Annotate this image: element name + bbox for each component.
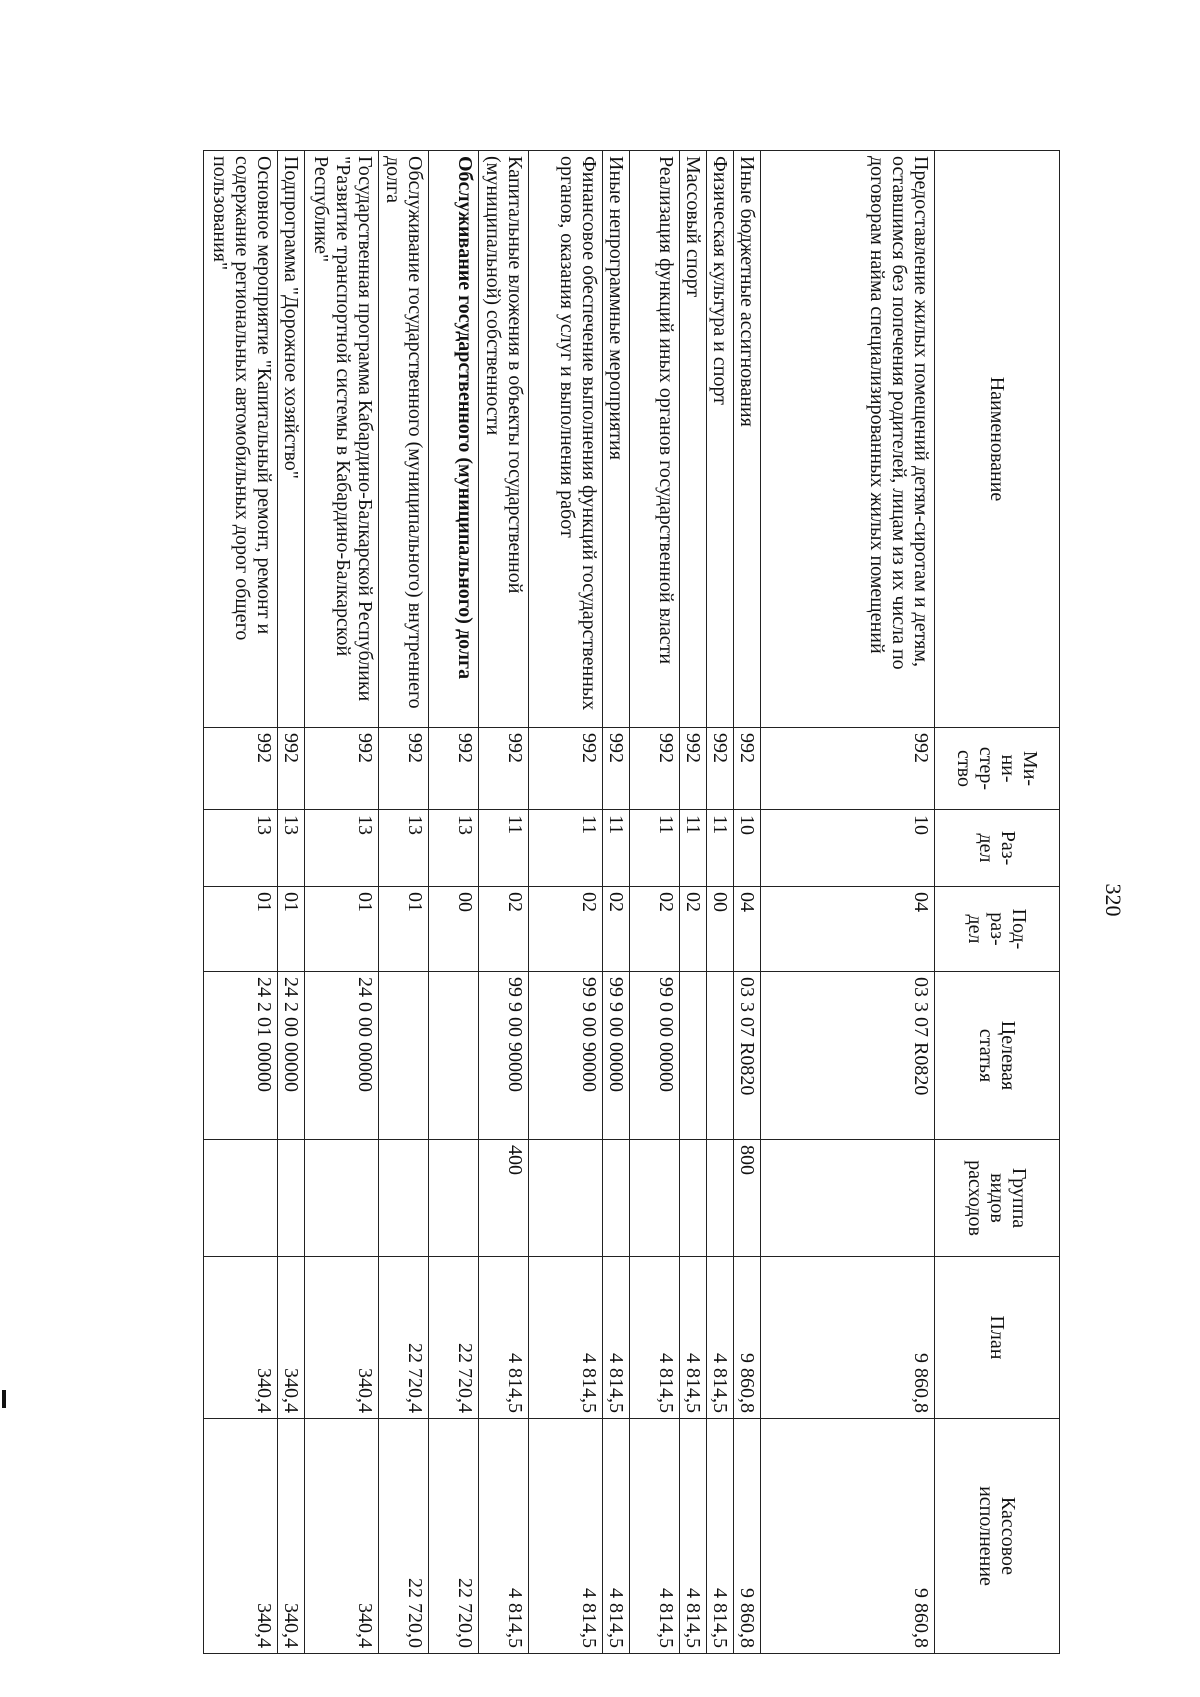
cell-name: Капитальные вложения в объекты государственной (муниципальной) собственности xyxy=(479,151,529,728)
header-exec: Кассовое исполнение xyxy=(935,1419,1060,1654)
budget-table xyxy=(203,150,1060,1654)
table-body xyxy=(204,151,935,1654)
cell-target: 03 3 07 R0820 xyxy=(761,972,935,1140)
cell-subsection: 04 xyxy=(761,887,935,972)
cell-target: 24 0 00 00000 xyxy=(305,972,379,1140)
cell-target: 99 9 00 90000 xyxy=(479,972,529,1140)
cell-section: 11 xyxy=(707,810,734,887)
cell-subsection: 01 xyxy=(305,887,379,972)
cell-exec: 340,4 xyxy=(204,1419,278,1654)
rotated-page-content xyxy=(140,150,1060,1653)
cell-ministry: 992 xyxy=(734,728,761,810)
cell-group xyxy=(305,1140,379,1257)
cell-name: Иные непрограммные мероприятия xyxy=(603,151,630,728)
cell-section: 11 xyxy=(529,810,603,887)
cell-target: 03 3 07 R0820 xyxy=(734,972,761,1140)
cell-subsection: 02 xyxy=(630,887,680,972)
cell-target xyxy=(379,972,429,1140)
cell-group: 400 xyxy=(479,1140,529,1257)
table-row xyxy=(379,151,429,1654)
cell-section: 13 xyxy=(379,810,429,887)
cell-subsection: 00 xyxy=(707,887,734,972)
table-header-row xyxy=(935,151,1060,1654)
cell-group xyxy=(204,1140,278,1257)
cell-target xyxy=(707,972,734,1140)
cell-exec: 4 814,5 xyxy=(630,1419,680,1654)
margin-mark xyxy=(2,1390,6,1408)
cell-name: Финансовое обеспечение выполнения функций государственных органов, оказания услуг и выполнения работ xyxy=(529,151,603,728)
header-plan: План xyxy=(935,1257,1060,1419)
table-row xyxy=(204,151,278,1654)
cell-name: Массовый спорт xyxy=(680,151,707,728)
cell-subsection: 01 xyxy=(278,887,305,972)
table-row xyxy=(680,151,707,1654)
header-target: Целевая статья xyxy=(935,972,1060,1140)
cell-group: 800 xyxy=(734,1140,761,1257)
cell-target: 99 0 00 00000 xyxy=(630,972,680,1140)
cell-target xyxy=(429,972,479,1140)
cell-section: 10 xyxy=(734,810,761,887)
cell-plan: 9 860,8 xyxy=(734,1257,761,1419)
cell-plan: 22 720,4 xyxy=(429,1257,479,1419)
cell-name: Государственная программа Кабардино-Балкарской Республики "Развитие транспортной системы в Кабардино-Балкарской Республике" xyxy=(305,151,379,728)
cell-ministry: 992 xyxy=(379,728,429,810)
cell-target: 99 9 00 90000 xyxy=(529,972,603,1140)
cell-ministry: 992 xyxy=(305,728,379,810)
cell-target xyxy=(680,972,707,1140)
cell-group xyxy=(630,1140,680,1257)
table-row xyxy=(305,151,379,1654)
header-name: Наименование xyxy=(935,151,1060,728)
page-number: 320 xyxy=(1101,883,1126,917)
cell-plan: 340,4 xyxy=(204,1257,278,1419)
cell-exec: 4 814,5 xyxy=(707,1419,734,1654)
table-row xyxy=(761,151,935,1654)
cell-group xyxy=(761,1140,935,1257)
cell-plan: 4 814,5 xyxy=(707,1257,734,1419)
cell-ministry: 992 xyxy=(278,728,305,810)
cell-group xyxy=(603,1140,630,1257)
cell-group xyxy=(680,1140,707,1257)
cell-exec: 4 814,5 xyxy=(529,1419,603,1654)
cell-plan: 340,4 xyxy=(305,1257,379,1419)
header-group: Группа видов расходов xyxy=(935,1140,1060,1257)
cell-exec: 22 720,0 xyxy=(379,1419,429,1654)
cell-group xyxy=(529,1140,603,1257)
cell-section: 11 xyxy=(603,810,630,887)
table-row xyxy=(734,151,761,1654)
cell-subsection: 04 xyxy=(734,887,761,972)
cell-exec: 9 860,8 xyxy=(734,1419,761,1654)
cell-ministry: 992 xyxy=(630,728,680,810)
cell-group xyxy=(379,1140,429,1257)
cell-group xyxy=(278,1140,305,1257)
header-subsection: Под- раз- дел xyxy=(935,887,1060,972)
cell-subsection: 02 xyxy=(529,887,603,972)
cell-section: 11 xyxy=(479,810,529,887)
cell-exec: 22 720,0 xyxy=(429,1419,479,1654)
header-section: Раз- дел xyxy=(935,810,1060,887)
cell-exec: 4 814,5 xyxy=(479,1419,529,1654)
table-row xyxy=(429,151,479,1654)
cell-subsection: 01 xyxy=(204,887,278,972)
cell-section: 13 xyxy=(305,810,379,887)
cell-ministry: 992 xyxy=(429,728,479,810)
cell-subsection: 00 xyxy=(429,887,479,972)
table-row xyxy=(529,151,603,1654)
cell-plan: 9 860,8 xyxy=(761,1257,935,1419)
cell-ministry: 992 xyxy=(761,728,935,810)
cell-ministry: 992 xyxy=(680,728,707,810)
cell-name: Обслуживание государственного (муниципального) внутреннего долга xyxy=(379,151,429,728)
cell-ministry: 992 xyxy=(479,728,529,810)
header-ministry: Ми- ни- стер- ство xyxy=(935,728,1060,810)
cell-subsection: 02 xyxy=(680,887,707,972)
cell-name: Реализация функций иных органов государственной власти xyxy=(630,151,680,728)
cell-plan: 340,4 xyxy=(278,1257,305,1419)
cell-ministry: 992 xyxy=(204,728,278,810)
cell-section: 10 xyxy=(761,810,935,887)
cell-plan: 4 814,5 xyxy=(603,1257,630,1419)
table-row xyxy=(707,151,734,1654)
cell-name: Подпрограмма "Дорожное хозяйство" xyxy=(278,151,305,728)
cell-plan: 4 814,5 xyxy=(680,1257,707,1419)
cell-exec: 9 860,8 xyxy=(761,1419,935,1654)
cell-subsection: 02 xyxy=(603,887,630,972)
table-row xyxy=(479,151,529,1654)
table-row xyxy=(603,151,630,1654)
cell-name: Обслуживание государственного (муниципального) долга xyxy=(429,151,479,728)
cell-name: Иные бюджетные ассигнования xyxy=(734,151,761,728)
cell-plan: 22 720,4 xyxy=(379,1257,429,1419)
cell-exec: 4 814,5 xyxy=(680,1419,707,1654)
cell-subsection: 01 xyxy=(379,887,429,972)
cell-target: 24 2 00 00000 xyxy=(278,972,305,1140)
cell-section: 11 xyxy=(630,810,680,887)
cell-exec: 340,4 xyxy=(305,1419,379,1654)
cell-exec: 4 814,5 xyxy=(603,1419,630,1654)
cell-target: 99 9 00 00000 xyxy=(603,972,630,1140)
cell-subsection: 02 xyxy=(479,887,529,972)
cell-ministry: 992 xyxy=(707,728,734,810)
cell-ministry: 992 xyxy=(529,728,603,810)
cell-section: 13 xyxy=(204,810,278,887)
cell-section: 13 xyxy=(429,810,479,887)
cell-section: 13 xyxy=(278,810,305,887)
table-row xyxy=(278,151,305,1654)
table-row xyxy=(630,151,680,1654)
cell-group xyxy=(707,1140,734,1257)
cell-name: Основное мероприятие "Капитальный ремонт, ремонт и содержание региональных автомобильных дорог общего пользования" xyxy=(204,151,278,728)
cell-section: 11 xyxy=(680,810,707,887)
cell-plan: 4 814,5 xyxy=(529,1257,603,1419)
cell-plan: 4 814,5 xyxy=(479,1257,529,1419)
cell-ministry: 992 xyxy=(603,728,630,810)
cell-exec: 340,4 xyxy=(278,1419,305,1654)
cell-plan: 4 814,5 xyxy=(630,1257,680,1419)
cell-target: 24 2 01 00000 xyxy=(204,972,278,1140)
cell-name: Предоставление жилых помещений детям-сиротам и детям, оставшимся без попечения родителей, лицам из их числа по договорам найма специализированных жилых помещений xyxy=(761,151,935,728)
cell-name: Физическая культура и спорт xyxy=(707,151,734,728)
cell-group xyxy=(429,1140,479,1257)
